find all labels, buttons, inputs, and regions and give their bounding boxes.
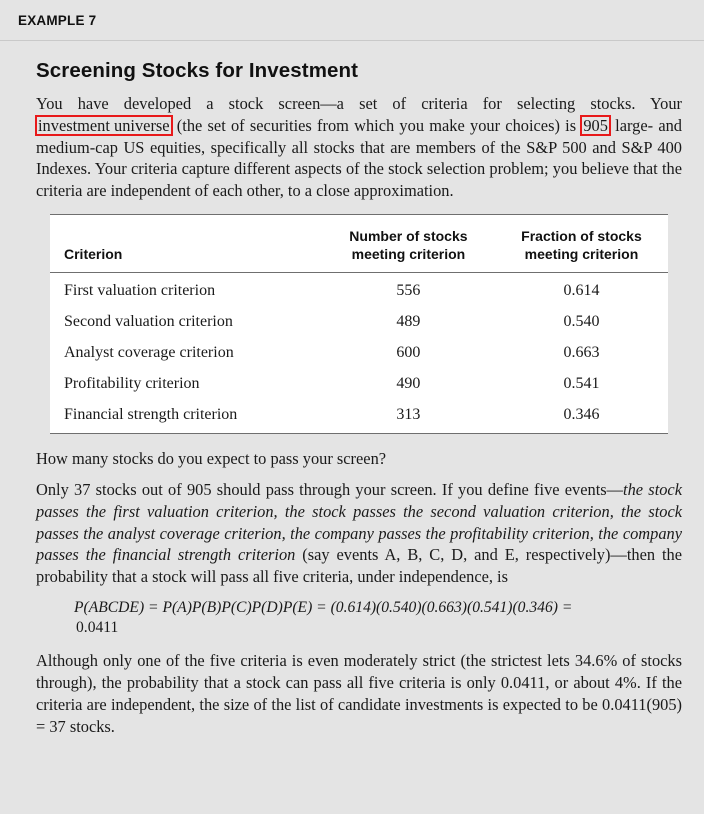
page-title: Screening Stocks for Investment [36, 59, 359, 82]
cell-criterion: Profitability criterion [64, 375, 200, 393]
example-body [0, 41, 704, 738]
table-row [50, 307, 668, 338]
column-header-fraction [495, 215, 668, 273]
cell-number: 556 [396, 282, 421, 300]
answer-text-part2: (say events A, B, C, D, and E, respectively)—then the probability that a stock will pass all five criteria, under independence, is [36, 545, 683, 587]
cell-number: 490 [396, 375, 421, 393]
cell-number: 313 [396, 406, 421, 424]
example-label: EXAMPLE 7 [18, 13, 97, 28]
answer-paragraph [36, 479, 682, 588]
column-header-fraction-line2: meeting criterion [524, 245, 639, 262]
cell-criterion: Financial strength criterion [64, 406, 238, 424]
formula-line-1: P(ABCDE) = P(A)P(B)P(C)P(D)P(E) = (0.614)(0.540)(0.663)(0.541)(0.346) = [74, 598, 573, 616]
cell-fraction: 0.663 [563, 344, 600, 362]
example-header [0, 0, 704, 41]
answer-events-italic: the stock passes the first valuation criterion, the stock passes the second valuation criterion, the stock passes the analyst coverage criterion, the company passes the profitability criterion, the company passes the financial strength criterion [36, 479, 682, 565]
column-header-number [322, 215, 495, 273]
intro-text-part2: (the set of securities from which you make your choices) is [171, 115, 582, 135]
criteria-table [50, 215, 668, 433]
intro-text-part3: large- and medium-cap US equities, specifically all stocks that are members of the S&P 500 and S&P 400 Indexes. Your criteria capture different aspects of the stock selection problem; you believe that the criteria are independent of each other, to a close approximation. [36, 115, 682, 201]
cell-criterion: Analyst coverage criterion [64, 344, 234, 362]
highlight-905: 905 [580, 115, 611, 136]
cell-criterion: Second valuation criterion [64, 313, 233, 331]
table-row [50, 369, 668, 400]
cell-fraction: 0.540 [563, 313, 600, 331]
criteria-table-container [50, 214, 668, 434]
cell-fraction: 0.614 [563, 282, 600, 300]
cell-fraction: 0.541 [563, 375, 600, 393]
intro-paragraph [36, 93, 682, 202]
highlight-investment-universe: investment universe [35, 115, 173, 136]
cell-fraction: 0.346 [563, 406, 600, 424]
intro-text-part1: You have developed a stock screen—a set of criteria for selecting stocks. Your [36, 94, 682, 113]
cell-criterion: First valuation criterion [64, 282, 216, 300]
cell-number: 489 [396, 313, 421, 331]
column-header-fraction-line1: Fraction of stocks [521, 228, 642, 245]
table-body [50, 273, 668, 434]
column-header-number-line2: meeting criterion [351, 245, 466, 262]
cell-number: 600 [396, 344, 421, 362]
table-row [50, 400, 668, 434]
column-header-number-line1: Number of stocks [349, 228, 468, 245]
table-head [50, 215, 668, 273]
closing-paragraph: Although only one of the five criteria is even moderately strict (the strictest lets 34.6% of stocks through), the probability that a stock can pass all five criteria is only 0.0411, or about 4%. If the criteria are independent, the size of the list of candidate investments is expected to be 0.0411(905) = 37 stocks. [36, 651, 682, 736]
answer-text-part1: Only 37 stocks out of 905 should pass through your screen. If you define five events— [36, 479, 624, 499]
formula-line-2: 0.0411 [76, 619, 119, 637]
table-row [50, 338, 668, 369]
column-header-criterion: Criterion [64, 245, 123, 262]
table-row [50, 273, 668, 307]
question-paragraph: How many stocks do you expect to pass your screen? [36, 449, 387, 469]
table-header-row [50, 215, 668, 273]
probability-formula [36, 598, 682, 639]
